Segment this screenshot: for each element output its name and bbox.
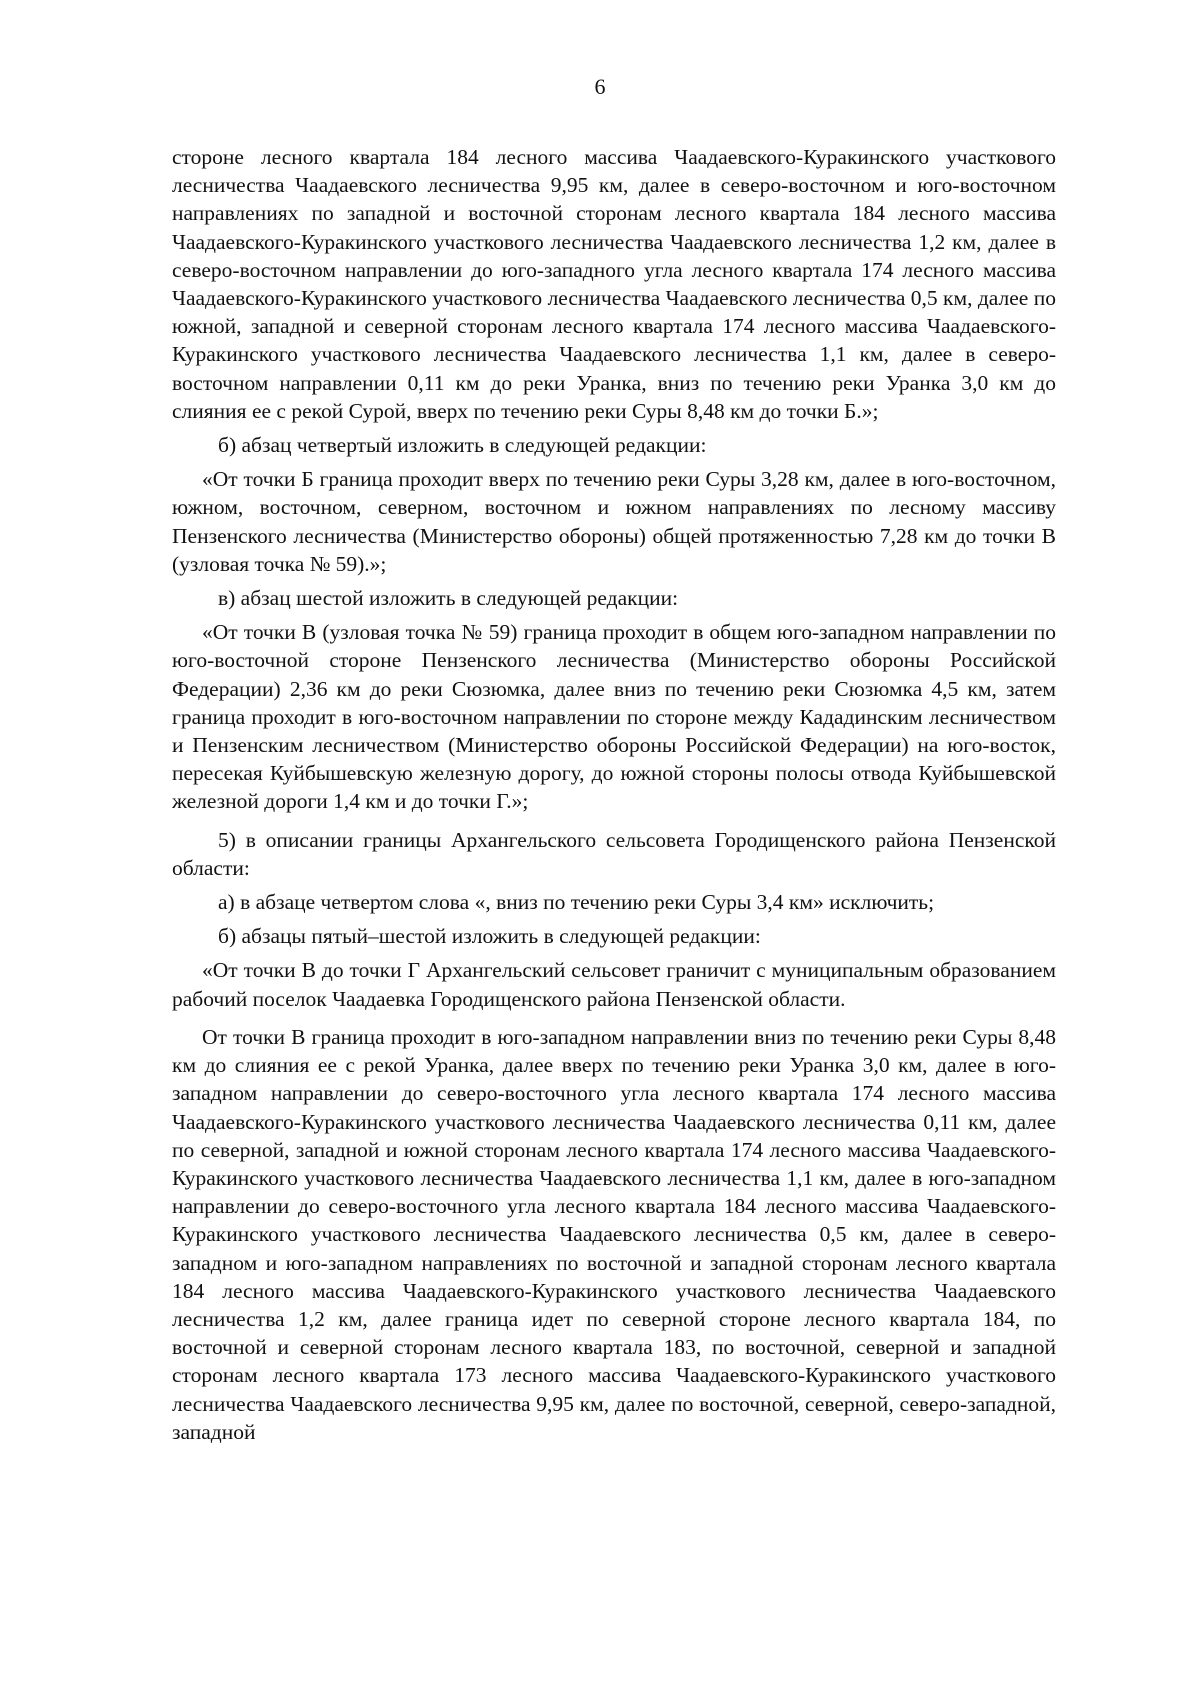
paragraph-item-b2: б) абзацы пятый–шестой изложить в следующей редакции: bbox=[218, 924, 761, 949]
paragraph-item-5: 5) в описании границы Архангельского сельсовета Городищенского района Пензенской области: bbox=[172, 827, 1056, 880]
paragraph-item-v: в) абзац шестой изложить в следующей редакции: bbox=[218, 586, 679, 611]
paragraph-quote-point-v: «От точки В (узловая точка № 59) граница проходит в общем юго-западном направлении по юго-восточной стороне Пензенского лесничества (Министерство обороны Российской Федерации) 2,36 км до реки Сюзюмка, далее вниз по течению реки Сюзюмка 4,5 км, затем граница проходит в юго-восточном направлении по стороне между Кададинским лесничеством и Пензенским лесничеством (Министерство обороны Российской Федерации) на юго-восток, пересекая Куйбышевскую железную дорогу, до южной стороны полосы отвода Куйбышевской железной дороги 1,4 км и до точки Г.»; bbox=[172, 620, 1056, 814]
paragraph-continued: стороне лесного квартала 184 лесного массива Чаадаевского-Куракинского участкового лесничества Чаадаевского лесничества 9,95 км, далее в северо-восточном и юго-восточном направлениях по западной и восточной сторонам лесного квартала 184 лесного массива Чаадаевского-Куракинского участкового лесничества Чаадаевского лесничества 1,2 км, далее в северо-восточном направлении до юго-западного угла лесного квартала 174 лесного массива Чаадаевского-Куракинского участкового лесничества Чаадаевского лесничества 0,5 км, далее по южной, западной и северной сторонам лесного квартала 174 лесного массива Чаадаевского-Куракинского участкового лесничества Чаадаевского лесничества 1,1 км, далее в северо-восточном направлении 0,11 км до реки Уранка, вниз по течению реки Уранка 3,0 км до слияния ее с рекой Сурой, вверх по течению реки Суры 8,48 км до точки Б.»; bbox=[172, 145, 1056, 423]
paragraph-quote-point-b: «От точки Б граница проходит вверх по течению реки Суры 3,28 км, далее в юго-восточном, южном, восточном, северном, восточном и южном направлениях по лесному массиву Пензенского лесничества (Министерство обороны) общей протяженностью 7,28 км до точки В (узловая точка № 59).»; bbox=[172, 467, 1056, 576]
paragraph-quote-arkhangelsk: «От точки В до точки Г Архангельский сельсовет граничит с муниципальным образованием рабочий поселок Чаадаевка Городищенского района Пензенской области. bbox=[172, 958, 1056, 1011]
paragraph-item-a: а) в абзаце четвертом слова «, вниз по течению реки Суры 3,4 км» исключить; bbox=[218, 890, 935, 915]
page-number: 6 bbox=[594, 74, 606, 99]
paragraph-boundary-description: От точки В граница проходит в юго-западном направлении вниз по течению реки Суры 8,48 км до слияния ее с рекой Уранка, далее вверх по течению реки Уранка 3,0 км, далее в юго-западном направлении до северо-восточного угла лесного квартала 174 лесного массива Чаадаевского-Куракинского участкового лесничества Чаадаевского лесничества 0,11 км, далее по северной, западной и южной сторонам лесного квартала 174 лесного массива Чаадаевского-Куракинского участкового лесничества Чаадаевского лесничества 1,1 км, далее в юго-западном направлении до северо-восточного угла лесного квартала 184 лесного массива Чаадаевского-Куракинского участкового лесничества Чаадаевского лесничества 0,5 км, далее в северо-западном и юго-западном направлениях по восточной и западной сторонам лесного квартала 184 лесного массива Чаадаевского-Куракинского участкового лесничества Чаадаевского лесничества 1,2 км, далее граница идет по северной стороне лесного квартала 184, по восточной и северной сторонам лесного квартала 183, по восточной, северной и западной сторонам лесного квартала 173 лесного массива Чаадаевского-Куракинского участкового лесничества Чаадаевского лесничества 9,95 км, далее по восточной, северной, северо-западной, западной bbox=[172, 1024, 1056, 1444]
paragraph-item-b: б) абзац четвертый изложить в следующей редакции: bbox=[218, 433, 707, 458]
document-body bbox=[172, 143, 1056, 1446]
